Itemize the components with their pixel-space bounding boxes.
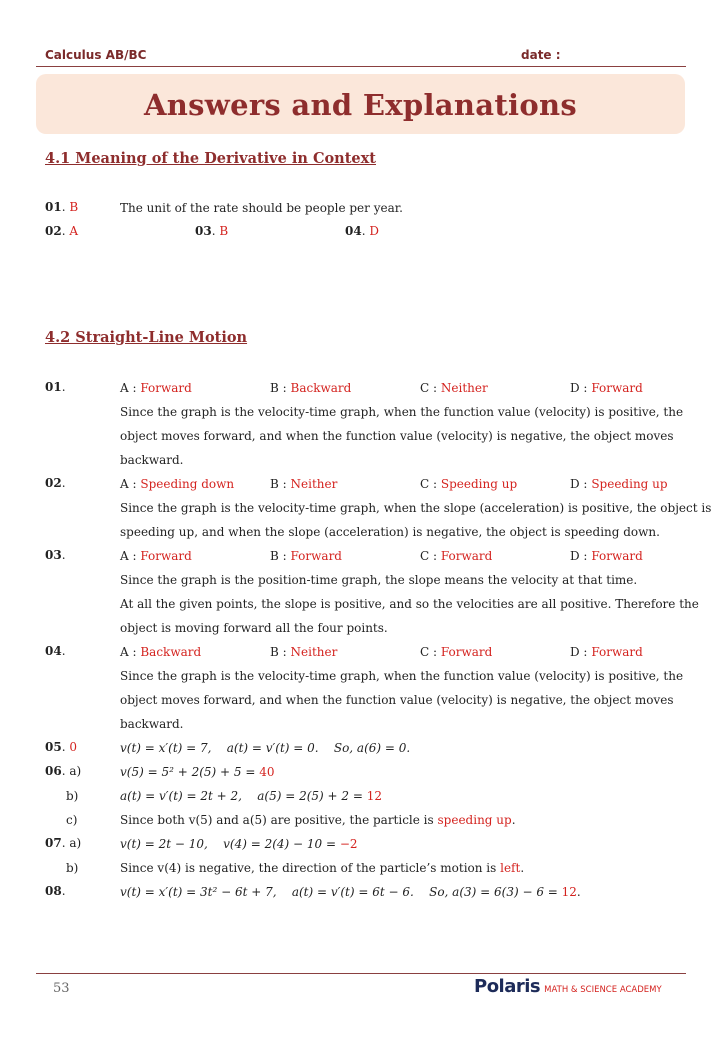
s2-q06b-label: b) <box>66 789 79 803</box>
logo-wordmark: Polaris <box>474 976 541 997</box>
s2-q02-option-d: D : Speeding up <box>570 477 668 491</box>
s2-q04-option-d: D : Forward <box>570 645 643 659</box>
s2-q04-option-c: C : Forward <box>420 645 493 659</box>
s2-q06-number: 06. a) <box>45 764 82 778</box>
s2-q03-explanation-line: Since the graph is the position-time graph, the slope means the velocity at that time. <box>120 573 638 587</box>
s2-q01-option-a: A : Forward <box>120 381 192 395</box>
s2-q06c-explanation: Since both v(5) and a(5) are positive, the particle is speeding up. <box>120 813 516 827</box>
s2-q01-explanation-line: Since the graph is the velocity-time graph, when the function value (velocity) is positive, the <box>120 405 684 419</box>
s2-q03-option-b: B : Forward <box>270 549 342 563</box>
footer-rule <box>36 973 686 974</box>
header-rule <box>36 66 686 67</box>
s2-q01-option-c: C : Neither <box>420 381 488 395</box>
s1-q03-answer: B <box>219 224 229 238</box>
s2-q02-option-c: C : Speeding up <box>420 477 518 491</box>
s2-q03-explanation-line: object is moving forward all the four points. <box>120 621 388 635</box>
s1-q01-number: 01. B <box>45 200 79 214</box>
s2-q03-option-d: D : Forward <box>570 549 643 563</box>
s2-q03-explanation-line: At all the given points, the slope is positive, and so the velocities are all positive. Therefore the <box>120 597 699 611</box>
s2-q07a-equation: v(t) = 2t − 10, v(4) = 2(4) − 10 = −2 <box>120 837 358 851</box>
s1-q01-answer: B <box>69 200 79 214</box>
s2-q02-explanation-line: Since the graph is the velocity-time graph, when the slope (acceleration) is positive, the object is <box>120 501 712 515</box>
s2-q06c-label: c) <box>66 813 78 827</box>
s1-q03-number: 03. B <box>195 224 229 238</box>
date-label: date : <box>521 48 561 62</box>
section-heading-4-1: 4.1 Meaning of the Derivative in Context <box>45 150 376 167</box>
polaris-logo <box>474 976 662 997</box>
s2-q02-option-a: A : Speeding down <box>120 477 235 491</box>
s2-q01-option-d: D : Forward <box>570 381 643 395</box>
s2-q01-explanation-line: object moves forward, and when the function value (velocity) is negative, the object moves <box>120 429 674 443</box>
page-title: Answers and Explanations <box>144 88 577 122</box>
s1-q01-explanation: The unit of the rate should be people per year. <box>120 201 403 215</box>
s2-q07b-explanation: Since v(4) is negative, the direction of the particle’s motion is left. <box>120 861 525 875</box>
s2-q05-answer: 0 <box>69 740 77 754</box>
s2-q03-number: 03. <box>45 548 66 562</box>
s2-q01-option-b: B : Backward <box>270 381 352 395</box>
s2-q05-number: 05. 0 <box>45 740 77 754</box>
s1-q04-answer: D <box>369 224 379 238</box>
s2-q08-number: 08. <box>45 884 66 898</box>
section-heading-4-2: 4.2 Straight-Line Motion <box>45 329 248 346</box>
s2-q06b-equation: a(t) = v′(t) = 2t + 2, a(5) = 2(5) + 2 = 12 <box>120 789 383 803</box>
s2-q04-explanation-line: backward. <box>120 717 184 731</box>
s2-q06a-equation: v(5) = 5² + 2(5) + 5 = 40 <box>120 765 275 779</box>
s2-q01-number: 01. <box>45 380 66 394</box>
s2-q07b-label: b) <box>66 861 79 875</box>
s1-q02-number: 02. A <box>45 224 79 238</box>
s1-q02-answer: A <box>69 224 79 238</box>
s2-q04-number: 04. <box>45 644 66 658</box>
s2-q04-explanation-line: Since the graph is the velocity-time graph, when the function value (velocity) is positive, the <box>120 669 684 683</box>
s2-q02-number: 02. <box>45 476 66 490</box>
s2-q04-option-b: B : Neither <box>270 645 338 659</box>
s2-q08-equation: v(t) = x′(t) = 3t² − 6t + 7, a(t) = v′(t) = 6t − 6. So, a(3) = 6(3) − 6 = 12. <box>120 885 581 899</box>
page-number: 53 <box>53 981 70 996</box>
page-title-banner <box>36 74 685 134</box>
s2-q03-option-c: C : Forward <box>420 549 493 563</box>
s2-q02-explanation-line: speeding up, and when the slope (acceleration) is negative, the object is speeding down. <box>120 525 660 539</box>
s2-q07-number: 07. a) <box>45 836 82 850</box>
course-title: Calculus AB/BC <box>45 48 147 62</box>
s2-q05-equation: v(t) = x′(t) = 7, a(t) = v′(t) = 0. So, a(6) = 0. <box>120 741 411 755</box>
s2-q02-option-b: B : Neither <box>270 477 338 491</box>
s2-q01-explanation-line: backward. <box>120 453 184 467</box>
s2-q03-option-a: A : Forward <box>120 549 192 563</box>
logo-tagline: MATH & SCIENCE ACADEMY <box>544 985 662 995</box>
s2-q04-option-a: A : Backward <box>120 645 202 659</box>
s1-q04-number: 04. D <box>345 224 379 238</box>
s2-q04-explanation-line: object moves forward, and when the function value (velocity) is negative, the object moves <box>120 693 674 707</box>
